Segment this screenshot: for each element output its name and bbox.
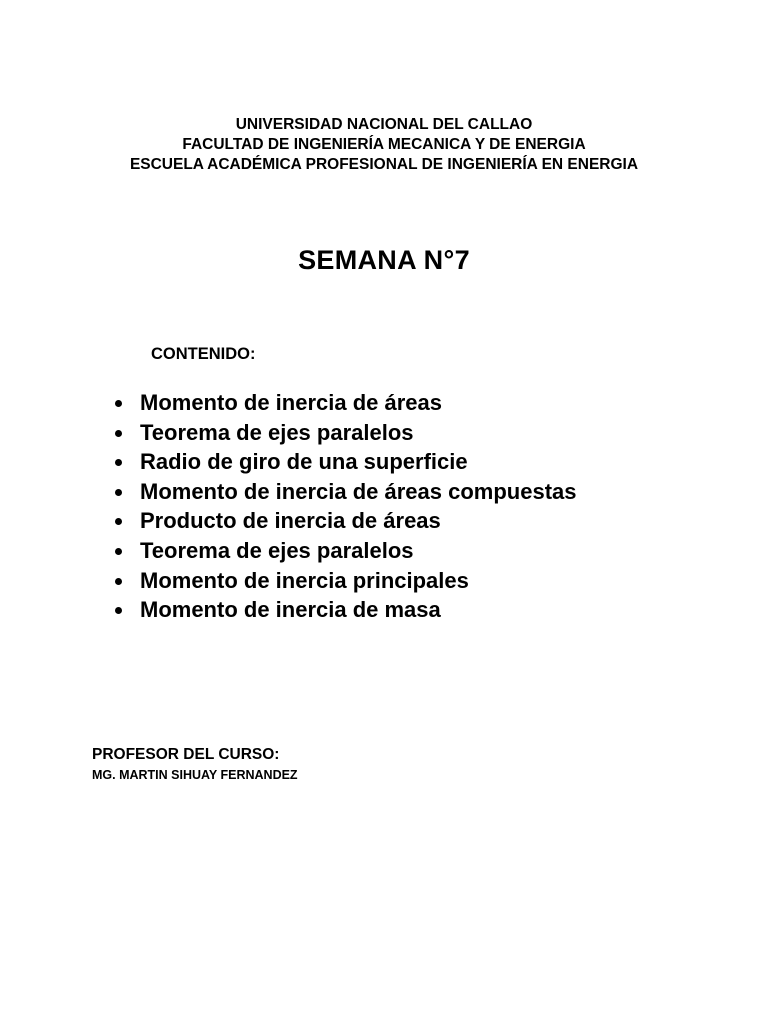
page-title: SEMANA N°7 [298, 245, 470, 275]
list-item-text: Radio de giro de una superficie [140, 449, 468, 475]
faculty-name: FACULTAD DE INGENIERÍA MECANICA Y DE ENERGIA [182, 136, 586, 153]
list-item-text: Teorema de ejes paralelos [140, 537, 414, 563]
bullet-icon [115, 459, 122, 466]
list-item-text: Momento de inercia principales [140, 567, 469, 593]
bullet-icon [115, 578, 122, 585]
bullet-icon [115, 607, 122, 614]
professor-label: PROFESOR DEL CURSO: [92, 746, 280, 763]
list-item-text: Momento de inercia de áreas [140, 390, 442, 415]
contents-label: CONTENIDO: [151, 345, 256, 363]
list-item-text: Momento de inercia de masa [140, 597, 441, 623]
bullet-icon [115, 400, 122, 407]
bullet-icon [115, 548, 122, 555]
institution-header [0, 115, 768, 175]
university-name: UNIVERSIDAD NACIONAL DEL CALLAO [235, 116, 533, 133]
list-item-text: Producto de inercia de áreas [140, 508, 441, 534]
bullet-icon [115, 489, 122, 496]
school-name: ESCUELA ACADÉMICA PROFESIONAL DE INGENIERÍA EN ENERGIA [129, 156, 639, 173]
professor-name: MG. MARTIN SIHUAY FERNANDEZ [92, 768, 298, 782]
list-item-text: Teorema de ejes paralelos [140, 419, 414, 445]
bullet-icon [115, 518, 122, 525]
list-item-text: Momento de inercia de áreas compuestas [140, 478, 577, 504]
bullet-icon [115, 430, 122, 437]
